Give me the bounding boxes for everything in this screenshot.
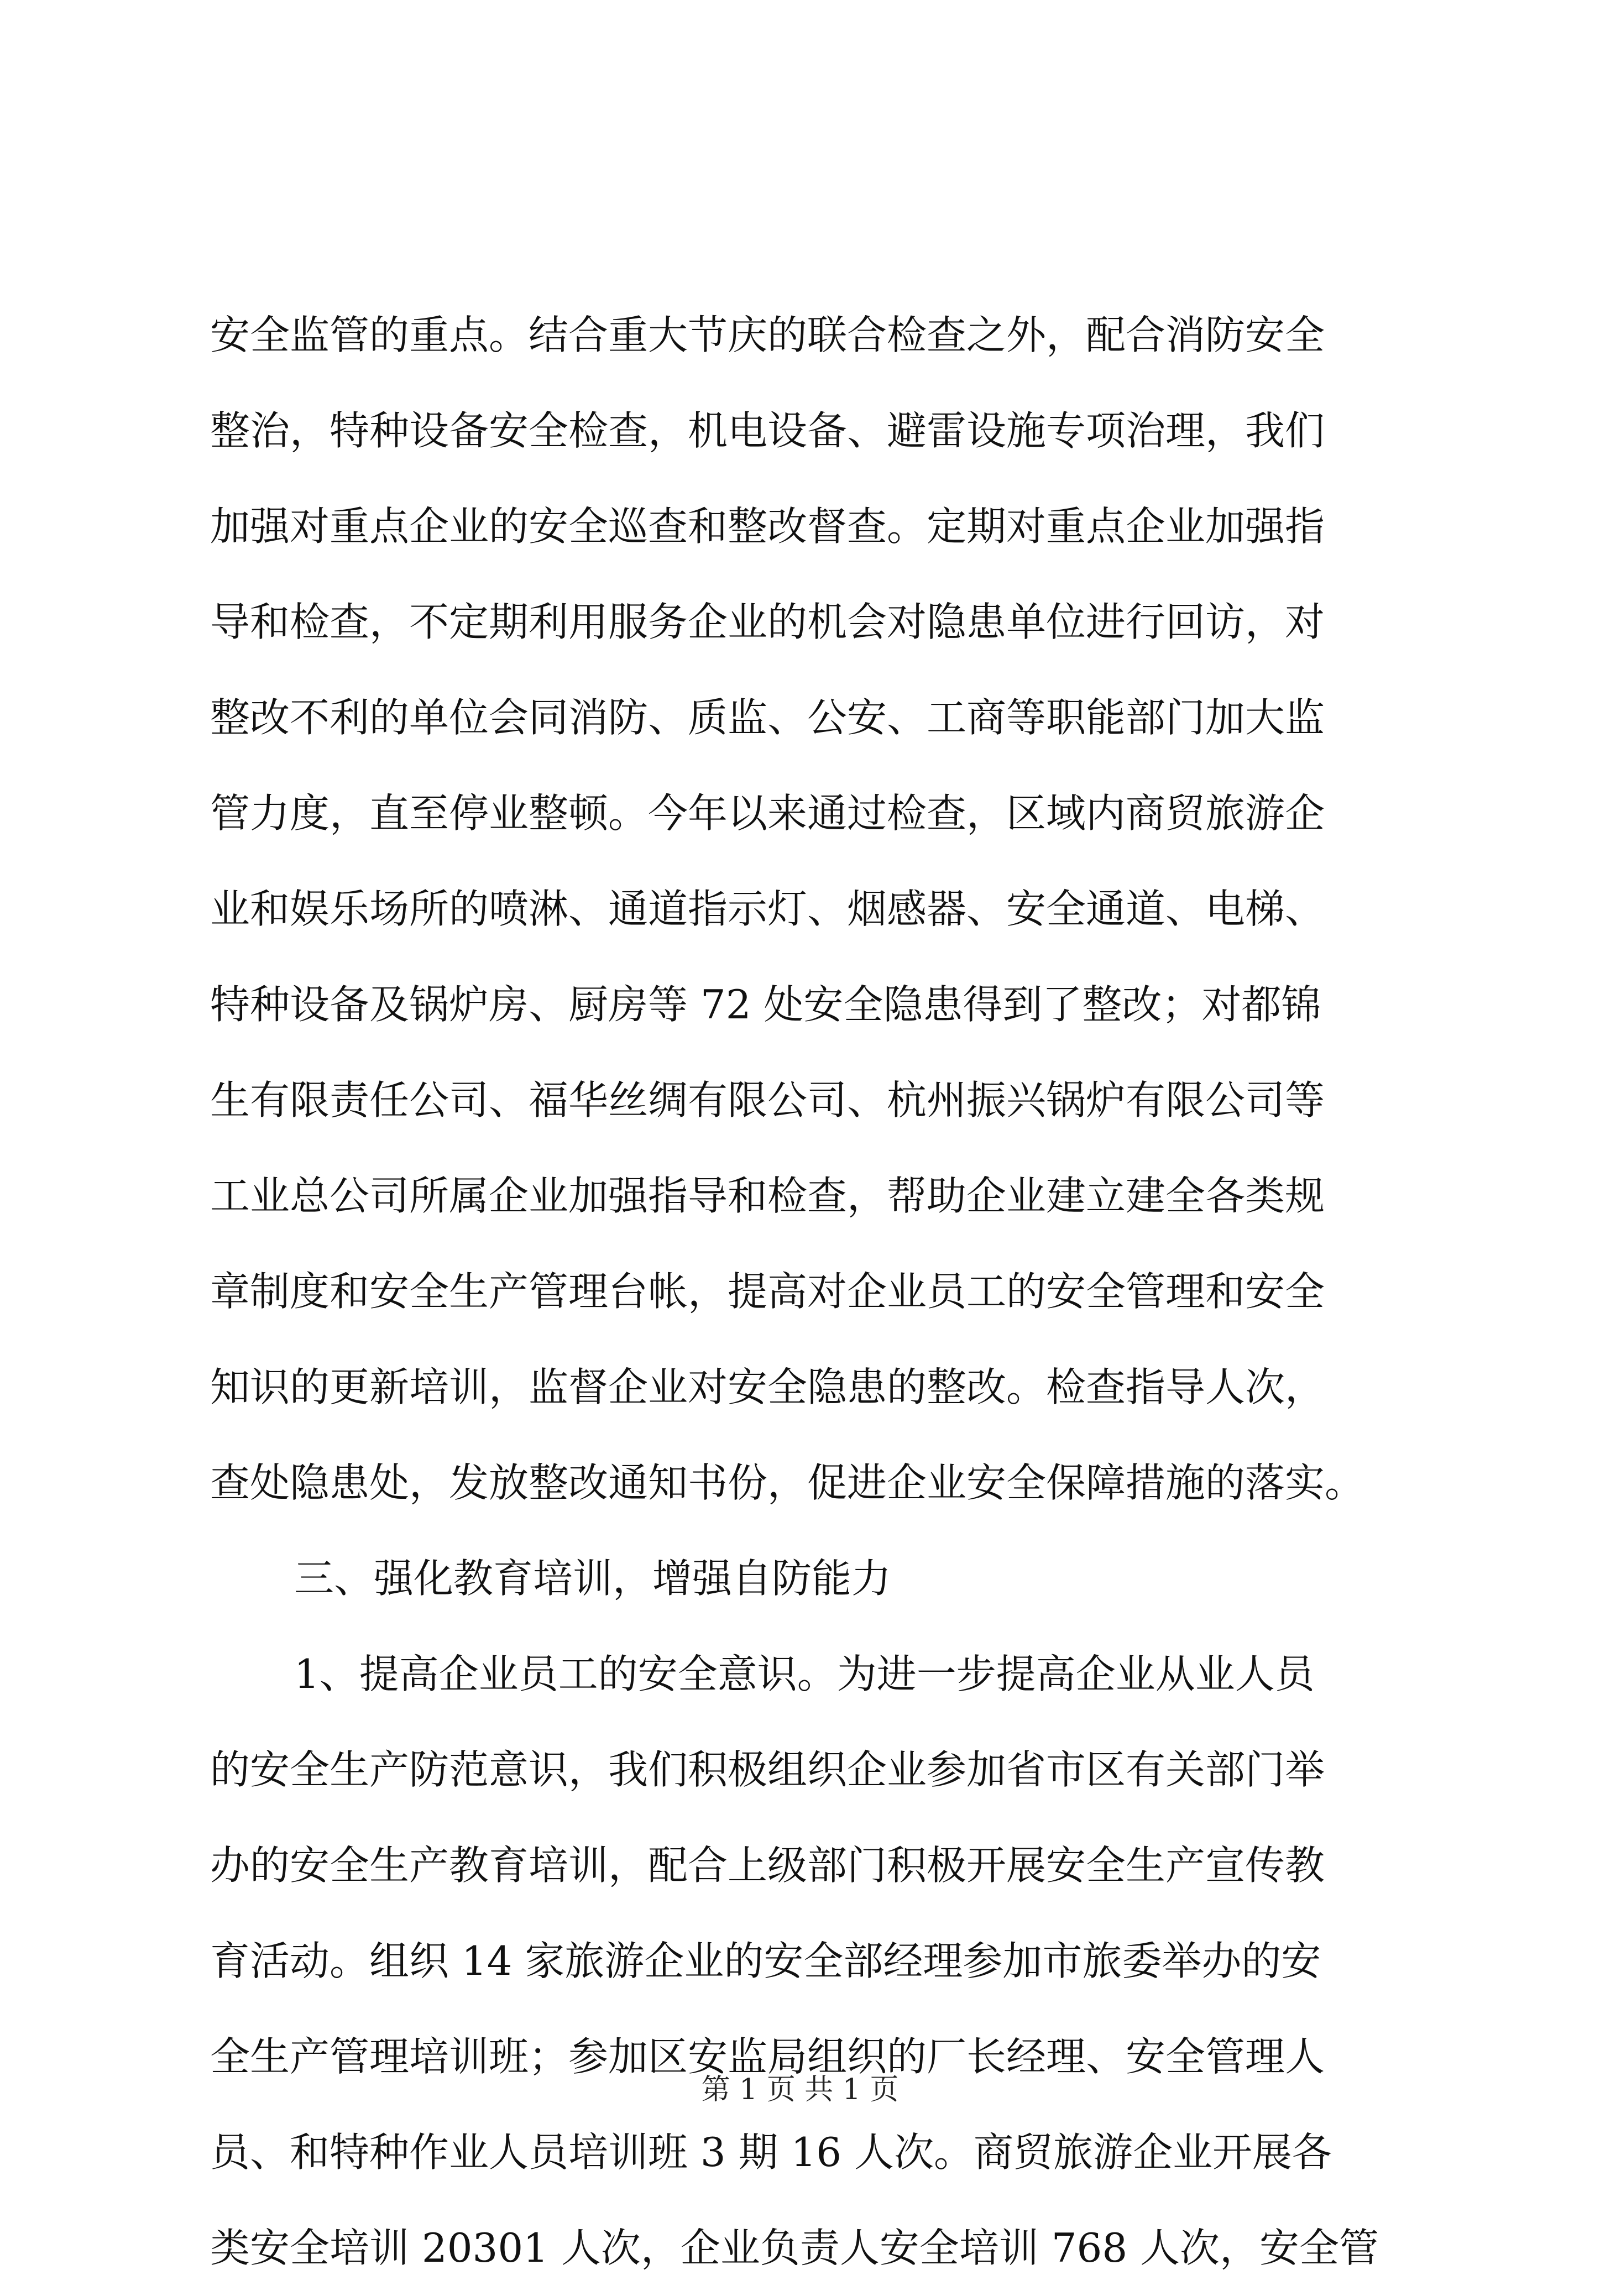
text-line: 特种设备及锅炉房、厨房等 72 处安全隐患得到了整改；对都锦 (210, 981, 1321, 1028)
text-line: 的安全生产防范意识，我们积极组织企业参加省市区有关部门举 (210, 1746, 1325, 1793)
text-line: 安全监管的重点。结合重大节庆的联合检查之外，配合消防安全 (210, 312, 1325, 358)
text-line: 工业总公司所属企业加强指导和检查，帮助企业建立建全各类规 (210, 1173, 1325, 1219)
document-body (210, 287, 1415, 2296)
text-line: 类安全培训 20301 人次，企业负责人安全培训 768 人次，安全管 (210, 2225, 1379, 2271)
text-line: 管力度，直至停业整顿。今年以来通过检查，区域内商贸旅游企 (210, 790, 1325, 836)
page-footer (0, 2070, 1600, 2109)
paragraph-first-line: 1、提高企业员工的安全意识。为进一步提高企业从业人员 (294, 1651, 1315, 1697)
text-line: 导和检查，不定期利用服务企业的机会对隐患单位进行回访，对 (210, 599, 1325, 645)
text-line: 知识的更新培训，监督企业对安全隐患的整改。检查指导人次， (210, 1364, 1325, 1410)
text-line: 整改不利的单位会同消防、质监、公安、工商等职能部门加大监 (210, 694, 1325, 741)
text-line: 生有限责任公司、福华丝绸有限公司、杭州振兴锅炉有限公司等 (210, 1077, 1325, 1123)
text-line: 办的安全生产教育培训，配合上级部门积极开展安全生产宣传教 (210, 1842, 1325, 1889)
text-line: 加强对重点企业的安全巡查和整改督查。定期对重点企业加强指 (210, 503, 1325, 550)
text-line: 育活动。组织 14 家旅游企业的安全部经理参加市旅委举办的安 (210, 1938, 1321, 1984)
text-line: 业和娱乐场所的喷淋、通道指示灯、烟感器、安全通道、电梯、 (210, 886, 1325, 932)
text-line: 整治，特种设备安全检查，机电设备、避雷设施专项治理，我们 (210, 407, 1325, 454)
text-line: 员、和特种作业人员培训班 3 期 16 人次。商贸旅游企业开展各 (210, 2129, 1332, 2175)
text-line: 章制度和安全生产管理台帐，提高对企业员工的安全管理和安全 (210, 1268, 1325, 1315)
page-number-label: 第 1 页 共 1 页 (701, 2073, 899, 2106)
text-line: 全生产管理培训班；参加区安监局组织的厂长经理、安全管理人 (210, 2033, 1325, 2080)
section-heading: 三、强化教育培训，增强自防能力 (294, 1555, 892, 1602)
text-line: 查处隐患处，发放整改通知书份，促进企业安全保障措施的落实。 (210, 1460, 1365, 1506)
